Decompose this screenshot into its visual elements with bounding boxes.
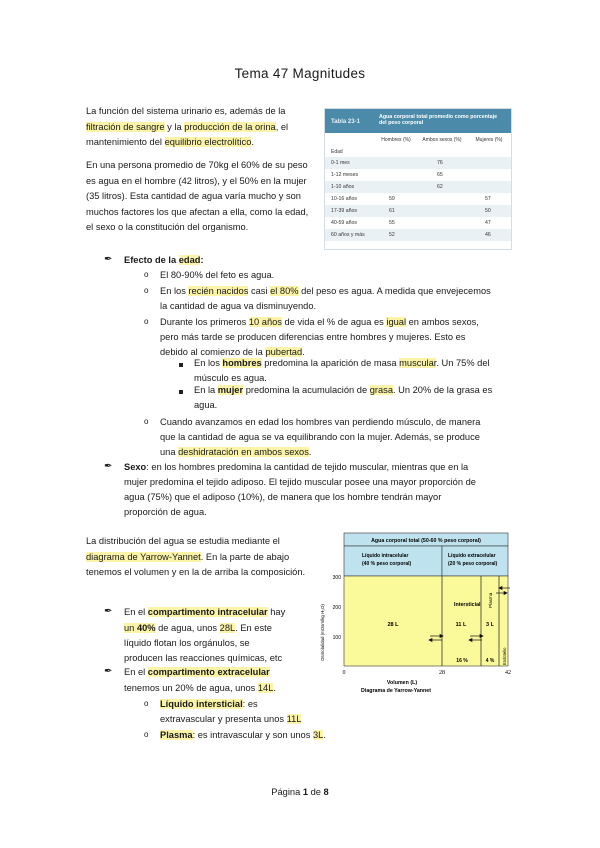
edad-item-3-cont: pero más tarde se producen diferencias entre hombres y mujeres. Esto es <box>160 332 466 342</box>
table-col-header: Hombres (%) <box>381 137 411 143</box>
intracelular-item-cont: producen las reacciones químicas, etc <box>124 653 283 663</box>
water-percentage-table <box>324 108 512 250</box>
plasma-item: Plasma: es intravascular y son unos 3L. <box>160 730 326 740</box>
x-tick-42: 42 <box>505 670 511 676</box>
distribucion-paragraph: La distribución del agua se estudia mediante el diagrama de Yarrow-Yannet. En la parte de abajo tenemos el volumen y en la de arriba la composición. <box>86 536 306 578</box>
v28-label: 28 L <box>387 622 399 628</box>
table-row: 1-12 meses 65 <box>331 172 443 178</box>
table-row: 17-39 años 61 50 <box>325 205 511 217</box>
intro-paragraph-2: En una persona promedio de 70kg el 60% de su peso es agua en el hombre (42 litros), y el 50% en la mujer (35 litros). Esta cantidad de agua varía mucho y son muchos factores los que afectan a ella, como la edad, el sexo o la constitución del organismo. <box>86 160 309 233</box>
edad-item-1: El 80-90% del feto es agua. <box>160 270 275 280</box>
sexo-item-cont: proporción de agua. <box>124 507 207 517</box>
circle-bullet-icon: o <box>144 417 149 426</box>
pen-bullet-icon: ✒ <box>104 606 113 617</box>
table-col-header: Mujeres (%) <box>475 137 503 143</box>
pen-bullet-icon: ✒ <box>104 461 113 472</box>
endotelio-label: Endotelio <box>502 647 507 665</box>
edad-item-3-cont: debido al comienzo de la pubertad. <box>160 347 305 357</box>
hombres-subitem: En los hombres predomina la aparición de masa muscular. Un 75% del <box>194 358 490 368</box>
table-col-header: Edad <box>331 149 343 155</box>
circle-bullet-icon: o <box>144 317 149 326</box>
table-col-header: Ambos sexos (%) <box>422 137 462 143</box>
mujer-subitem-cont: agua. <box>194 400 218 410</box>
intracelular-sub: (40 % peso corporal) <box>362 561 412 567</box>
extracelular-item-cont: tenemos un 20% de agua, unos 14L. <box>124 683 276 693</box>
v3-label: 3 L <box>486 622 494 628</box>
table-heading: Agua corporal total promedio como porcentaje del peso corporal <box>379 114 498 127</box>
x-axis-label: Volumen (L) <box>386 680 418 686</box>
circle-bullet-icon: o <box>144 286 149 295</box>
table-row: 60 años y más 52 46 <box>325 229 511 241</box>
mujer-subitem: En la mujer predomina la acumulación de grasa. Un 20% de la grasa es <box>194 385 493 395</box>
intro-paragraph-1: La función del sistema urinario es, además de la filtración de sangre y la producción de la orina, el mantenimiento del equilibrio electrolítico. <box>86 106 289 148</box>
x-tick-0: 0 <box>342 670 346 676</box>
intracelular-item-cont: líquido flotan los orgánulos, se <box>124 638 250 648</box>
edad-item-2: En los recién nacidos casi el 80% del peso es agua. A medida que envejecemos <box>160 286 491 296</box>
edad-item-4: Cuando avanzamos en edad los hombres van perdiendo músculo, de manera <box>160 417 481 427</box>
circle-bullet-icon: o <box>144 730 149 739</box>
intracelular-label: Líquido intracelular <box>362 553 409 559</box>
square-bullet-icon <box>179 363 183 367</box>
edad-item-4-cont: que la cantidad de agua se va equilibrando con la mujer. Además, se produce <box>160 432 480 442</box>
p16-label: 16 % <box>456 658 468 664</box>
intersticial-item: Líquido intersticial: es <box>160 699 258 709</box>
y-tick-300: 300 <box>332 575 341 581</box>
sexo-item-cont: mujer predomina el tejido adiposo. El tejido muscular posee una mayor proporción de <box>124 477 476 487</box>
y-tick-200: 200 <box>332 605 341 611</box>
sexo-item-cont: agua (75%) que el adiposo (10%), de manera que los hombre tendrán mayor <box>124 492 442 502</box>
table-row: 0-1 mes 76 <box>325 157 511 169</box>
x-tick-28: 28 <box>439 670 445 676</box>
hombres-subitem-cont: músculo es agua. <box>194 373 267 383</box>
p4-label: 4 % <box>485 658 495 664</box>
extracelular-label: Líquido extracelular <box>448 553 496 559</box>
edad-item-2-cont: la cantidad de agua va disminuyendo. <box>160 301 317 311</box>
edad-item-3: Durante los primeros 10 años de vida el % de agua es igual en ambos sexos, <box>160 317 479 327</box>
table-row: 40-59 años 55 47 <box>331 220 491 226</box>
intersticial-diagram-label: Intersticial <box>454 602 481 608</box>
yarrow-yannet-diagram <box>320 533 519 729</box>
intracelular-item-cont: un 40% de agua, unos 28L. En este <box>124 623 272 633</box>
intracelular-item: En el compartimento intracelular hay <box>124 607 286 617</box>
diagram-caption: Diagrama de Yarrow-Yannet <box>361 688 431 694</box>
pen-bullet-icon: ✒ <box>104 666 113 677</box>
square-bullet-icon <box>179 390 183 394</box>
diagram-area <box>344 576 508 666</box>
page-title: Tema 47 Magnitudes <box>234 66 366 81</box>
y-tick-100: 100 <box>332 635 341 641</box>
plasma-diagram-label: Plasma <box>488 592 493 608</box>
intersticial-item-cont: extravascular y presenta unos 11L <box>160 714 302 724</box>
table-row: 1-10 años 62 <box>325 181 511 193</box>
edad-item-4-cont: una deshidratación en ambos sexos. <box>160 447 312 457</box>
table-row: 10-16 años 59 57 <box>331 196 491 202</box>
diagram-top-label: Agua corporal total (50-60 % peso corporal) <box>371 538 481 544</box>
table-header <box>325 109 511 133</box>
y-axis-label: Osmolalidad (mOsm/kg H₂O) <box>320 604 325 661</box>
sexo-item: Sexo: en los hombres predomina la cantidad de tejido muscular, mientras que en la <box>124 462 469 472</box>
edad-heading: Efecto de la edad: <box>124 255 204 265</box>
extracelular-sub: (20 % peso corporal) <box>448 561 498 567</box>
pen-bullet-icon: ✒ <box>104 254 113 265</box>
page-footer: Página 1 de 8 <box>271 787 329 797</box>
circle-bullet-icon: o <box>144 699 149 708</box>
table-label: Tabla 23-1 <box>331 119 360 125</box>
extracelular-item: En el compartimento extracelular <box>124 667 270 677</box>
v11-label: 11 L <box>455 622 467 628</box>
circle-bullet-icon: o <box>144 270 149 279</box>
